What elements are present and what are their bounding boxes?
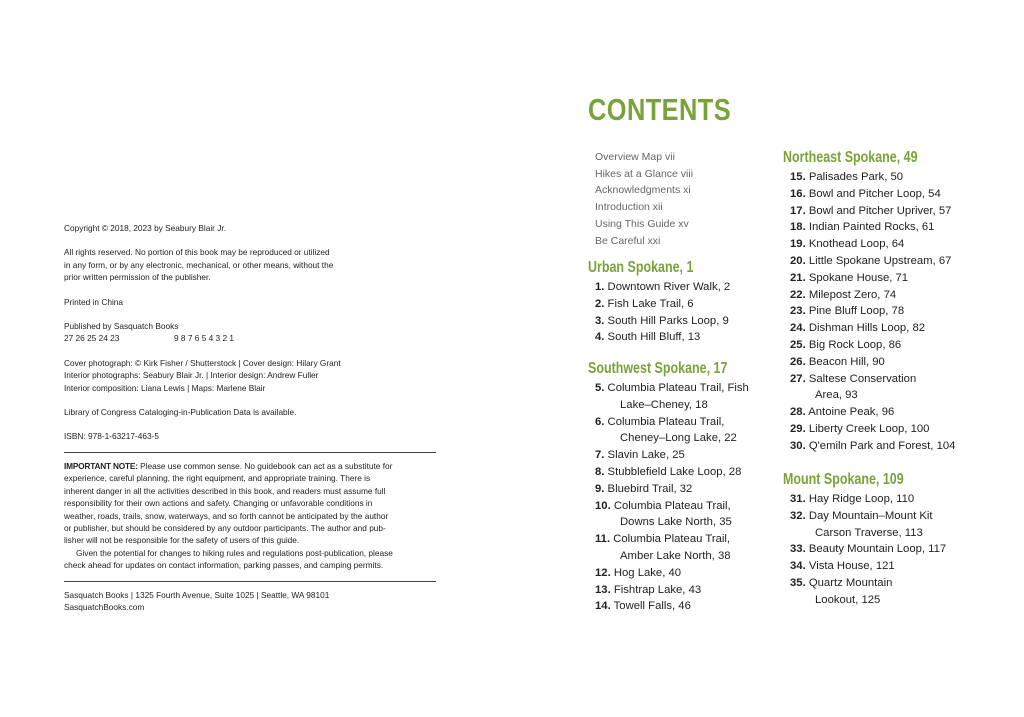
contents-title: CONTENTS: [588, 92, 732, 127]
toc-entry: [790, 303, 955, 320]
toc-entry-number: 3.: [595, 314, 605, 327]
toc-entry-title: Indian Painted Rocks, 61: [805, 221, 935, 234]
toc-entry-title: Columbia Plateau Trail, Fish: [604, 382, 749, 394]
toc-entry: [790, 575, 946, 609]
credit-line: Interior composition: Liana Lewis | Maps: Marlene Blair: [64, 382, 266, 393]
toc-entry-title: Columbia Plateau Trail,: [610, 533, 731, 546]
toc-entry-number: 32.: [790, 509, 806, 522]
toc-entry-title: Milepost Zero, 74: [805, 288, 897, 301]
note-line: inherent danger in all the activities described in this book, and readers must assume full: [64, 485, 386, 496]
toc-entry-number: 23.: [790, 305, 806, 318]
toc-entry-title: Vista House, 121: [805, 560, 895, 573]
toc-entry: [790, 253, 955, 270]
toc-entry: [790, 169, 955, 186]
section-heading: Urban Spokane, 1: [588, 259, 694, 276]
toc-entry-number: 2.: [595, 297, 605, 310]
toc-entry-title: Day Mountain–Mount Kit: [805, 509, 933, 522]
toc-entry-title: Bowl and Pitcher Loop, 54: [805, 187, 941, 200]
toc-entry-number: 15.: [790, 171, 806, 183]
toc-entry-title: Liberty Creek Loop, 100: [805, 422, 930, 435]
front-matter-item: Overview Map vii: [595, 151, 675, 163]
toc-entry: [595, 464, 749, 481]
print-years: 27 26 25 24 23: [64, 333, 120, 344]
section-entries: [595, 279, 730, 346]
toc-entry-number: 11.: [595, 533, 611, 546]
note-para2-line: Given the potential for changes to hiking rules and regulations post-publication, please: [76, 547, 393, 558]
toc-entry: [790, 438, 955, 455]
note-line: weather, roads, trails, snow, waterways, and so forth cannot be anticipated by the author: [64, 510, 389, 521]
toc-entry-title: Beauty Mountain Loop, 117: [805, 543, 947, 556]
toc-entry-number: 5.: [595, 382, 605, 394]
toc-entry-number: 24.: [790, 322, 806, 335]
toc-entry-continuation: Carson Traverse, 113: [815, 526, 923, 539]
toc-entry-continuation: Downs Lake North, 35: [620, 516, 732, 529]
toc-entry-number: 33.: [790, 543, 806, 556]
toc-entry-title: South Hill Parks Loop, 9: [604, 314, 729, 327]
front-matter-item: Hikes at a Glance viii: [595, 167, 694, 180]
toc-entry: [595, 296, 730, 313]
toc-entry-title: Antoine Peak, 96: [805, 406, 895, 419]
note-label: IMPORTANT NOTE:: [64, 460, 138, 471]
toc-entry-title: Big Rock Loop, 86: [805, 338, 902, 351]
important-note: [64, 460, 436, 472]
toc-entry-number: 16.: [790, 187, 806, 200]
toc-entry-number: 29.: [790, 422, 806, 435]
rights-line: in any form, or by any electronic, mechanical, or other means, without the: [64, 259, 334, 270]
address-line: Sasquatch Books | 1325 Fourth Avenue, Suite 1025 | Seattle, WA 98101: [64, 589, 330, 600]
toc-entry: [790, 354, 955, 371]
toc-entry-title: Hay Ridge Loop, 110: [805, 493, 915, 505]
toc-entry-number: 20.: [790, 254, 806, 267]
toc-entry: [595, 414, 749, 448]
toc-entry: [595, 498, 749, 532]
section-entries: [595, 380, 749, 615]
toc-entry-number: 12.: [595, 566, 611, 579]
print-numbers: 9 8 7 6 5 4 3 2 1: [174, 333, 234, 344]
toc-entry-number: 17.: [790, 204, 806, 217]
note-para2-line: check ahead for updates on contact information, parking passes, and camping permits.: [64, 560, 384, 571]
section-heading: Southwest Spokane, 17: [588, 360, 728, 377]
toc-entry-number: 4.: [595, 331, 605, 344]
toc-entry-title: Bluebird Trail, 32: [604, 482, 693, 495]
copyright-line: Copyright © 2018, 2023 by Seabury Blair Jr.: [64, 223, 226, 233]
toc-entry-title: Hog Lake, 40: [610, 566, 682, 579]
note-line: lisher will not be responsible for the safety of users of this guide.: [64, 535, 300, 546]
toc-entry: [595, 313, 730, 330]
toc-entry: [595, 279, 730, 296]
published-by: Published by Sasquatch Books: [64, 321, 179, 332]
toc-entry-number: 9.: [595, 482, 605, 495]
toc-entry-title: Quartz Mountain: [805, 576, 893, 589]
toc-entry: [790, 219, 955, 236]
toc-entry-title: Dishman Hills Loop, 82: [805, 322, 926, 335]
toc-entry-title: Fishtrap Lake, 43: [610, 583, 702, 596]
toc-entry-title: Columbia Plateau Trail,: [610, 499, 731, 512]
section-entries: [790, 169, 955, 455]
note-line: responsibility for their own actions and safety. Changing or unfavorable conditions in: [64, 498, 373, 509]
toc-entry: [595, 329, 730, 346]
toc-entry: [595, 481, 749, 498]
toc-entry-number: 14.: [595, 600, 611, 613]
toc-entry-continuation: Cheney–Long Lake, 22: [620, 432, 737, 445]
toc-entry-title: Little Spokane Upstream, 67: [805, 254, 952, 267]
front-matter-item: Acknowledgments xi: [595, 184, 691, 197]
toc-entry-title: Slavin Lake, 25: [604, 449, 685, 462]
toc-entry-number: 10.: [595, 499, 611, 512]
toc-entry-title: South Hill Bluff, 13: [604, 331, 701, 344]
isbn-line: ISBN: 978-1-63217-463-5: [64, 431, 160, 442]
toc-entry-number: 35.: [790, 576, 806, 589]
section-entries: [790, 491, 946, 609]
toc-entry-number: 8.: [595, 465, 605, 478]
toc-entry: [790, 320, 955, 337]
front-matter-item: Be Careful xxi: [595, 234, 661, 247]
toc-entry: [595, 582, 749, 599]
toc-entry-number: 13.: [595, 583, 611, 596]
front-matter-list: [595, 149, 693, 249]
toc-entry-title: Bowl and Pitcher Upriver, 57: [805, 204, 952, 217]
loc-line: Library of Congress Cataloging-in-Publication Data is available.: [64, 407, 297, 418]
front-matter-item: Introduction xii: [595, 201, 663, 214]
website-line: SasquatchBooks.com: [64, 601, 145, 612]
toc-entry: [790, 203, 955, 220]
toc-entry: [790, 404, 955, 421]
toc-entry-title: Fish Lake Trail, 6: [604, 297, 694, 310]
toc-entry-title: Columbia Plateau Trail,: [604, 415, 725, 428]
toc-entry-number: 27.: [790, 372, 806, 385]
toc-entry-continuation: Lake–Cheney, 18: [620, 398, 708, 411]
toc-entry: [790, 236, 955, 253]
toc-entry-number: 30.: [790, 439, 806, 452]
toc-entry-continuation: Amber Lake North, 38: [620, 549, 731, 562]
toc-entry: [790, 541, 946, 558]
toc-entry: [790, 371, 955, 405]
toc-entry: [790, 421, 955, 438]
note-line: experience, careful planning, the right equipment, and appropriate training. There is: [64, 473, 371, 484]
printed-line: Printed in China: [64, 296, 124, 307]
toc-entry-title: Pine Bluff Loop, 78: [805, 305, 905, 318]
toc-entry: [595, 598, 749, 615]
print-line: [64, 332, 234, 344]
toc-entry-title: Stubblefield Lake Loop, 28: [604, 465, 742, 478]
divider: [64, 581, 436, 582]
toc-entry: [595, 380, 749, 414]
toc-entry: [595, 531, 749, 565]
toc-entry: [790, 337, 955, 354]
divider: [64, 452, 436, 453]
toc-entry: [790, 287, 955, 304]
toc-entry: [595, 565, 749, 582]
toc-entry-number: 7.: [595, 449, 605, 462]
toc-entry: [595, 447, 749, 464]
toc-entry-number: 34.: [790, 560, 806, 573]
section-heading: Northeast Spokane, 49: [783, 149, 918, 166]
rights-line: All rights reserved. No portion of this book may be reproduced or utilized: [64, 247, 330, 258]
front-matter-item: Using This Guide xv: [595, 217, 689, 230]
section-heading: Mount Spokane, 109: [783, 471, 904, 488]
toc-entry-number: 1.: [595, 281, 605, 293]
toc-entry: [790, 491, 946, 508]
toc-entry-title: Q'emiln Park and Forest, 104: [805, 439, 956, 452]
toc-entry-title: Palisades Park, 50: [805, 171, 904, 183]
toc-entry: [790, 186, 955, 203]
toc-entry-title: Towell Falls, 46: [610, 600, 691, 613]
toc-entry-title: Beacon Hill, 90: [805, 355, 885, 368]
toc-entry: [790, 558, 946, 575]
toc-entry: [790, 508, 946, 542]
toc-entry-continuation: Lookout, 125: [815, 593, 881, 606]
toc-entry-number: 22.: [790, 288, 806, 301]
toc-entry-title: Saltese Conservation: [805, 372, 917, 385]
toc-entry: [790, 270, 955, 287]
toc-entry-number: 25.: [790, 338, 806, 351]
toc-entry-number: 26.: [790, 355, 806, 368]
toc-entry-number: 21.: [790, 271, 806, 284]
toc-entry-number: 18.: [790, 221, 806, 234]
toc-entry-number: 28.: [790, 406, 806, 419]
toc-entry-number: 6.: [595, 415, 605, 428]
rights-line: prior written permission of the publisher.: [64, 272, 211, 283]
toc-entry-title: Spokane House, 71: [805, 271, 909, 284]
copyright-page: [64, 222, 436, 613]
credit-line: Interior photographs: Seabury Blair Jr. | Interior design: Andrew Fuller: [64, 370, 319, 381]
note-line: or publisher, but should be considered by any outdoor participants. The author and pub-: [64, 522, 386, 533]
note-first: Please use common sense. No guidebook can act as a substitute for: [137, 460, 393, 471]
toc-entry-number: 19.: [790, 238, 806, 251]
toc-entry-number: 31.: [790, 493, 806, 505]
toc-entry-title: Downtown River Walk, 2: [604, 281, 731, 293]
credit-line: Cover photograph: © Kirk Fisher / Shutterstock | Cover design: Hilary Grant: [64, 357, 341, 368]
toc-entry-continuation: Area, 93: [815, 389, 858, 402]
toc-entry-title: Knothead Loop, 64: [805, 238, 905, 251]
